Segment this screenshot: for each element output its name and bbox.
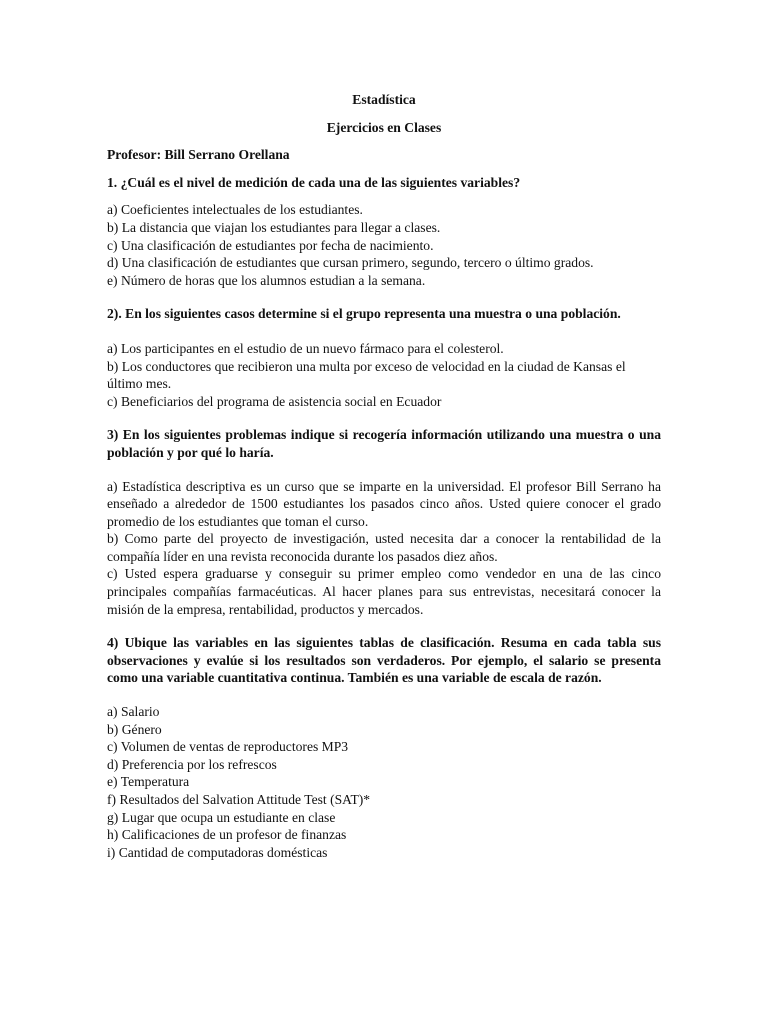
question-4-item-d: d) Preferencia por los refrescos [107,756,277,772]
question-1-items [107,201,661,289]
question-1-heading: 1. ¿Cuál es el nivel de medición de cada una de las siguientes variables? [107,174,521,190]
question-4-item-i: i) Cantidad de computadoras domésticas [107,844,328,860]
question-2-item-a: a) Los participantes en el estudio de un nuevo fármaco para el colesterol. [107,340,504,356]
question-2-items [107,340,661,410]
question-2-item-b: b) Los conductores que recibieron una multa por exceso de velocidad en la ciudad de Kansas el último mes. [107,358,626,392]
question-4-item-a: a) Salario [107,704,160,720]
question-4-item-f: f) Resultados del Salvation Attitude Test (SAT)* [107,792,371,807]
question-3-item-c: c) Usted espera graduarse y conseguir su primer empleo como vendedor en una de las cinco principales compañías farmacéuticas. Al hacer planes para sus entrevistas, necesitará conocer la misión de la empresa, rentabilidad, productos y mercados. [107,566,661,617]
question-4-item-c: c) Volumen de ventas de reproductores MP3 [107,739,349,755]
question-4-item-h: h) Calificaciones de un profesor de finanzas [107,827,347,843]
question-4-item-g: g) Lugar que ocupa un estudiante en clase [107,809,336,825]
document-subtitle: Ejercicios en Clases [326,119,442,135]
question-4-heading: 4) Ubique las variables en las siguientes tablas de clasificación. Resuma en cada tabla sus observaciones y evalúe si los resultados son verdaderos. Por ejemplo, el salario se presenta como una variable cuantitativa continua. También es una variable de escala de razón. [107,635,661,686]
question-2-item-c: c) Beneficiarios del programa de asistencia social en Ecuador [107,393,442,409]
document-page [107,91,661,861]
question-3-item-b: b) Como parte del proyecto de investigación, usted necesita dar a conocer la rentabilidad de la compañía líder en una revista reconocida durante los pasados diez años. [107,531,661,564]
question-3-item-a: a) Estadística descriptiva es un curso que se imparte en la universidad. El profesor Bill Serrano ha enseñado a alrededor de 1500 estudiantes los pasados cinco años. Usted quiere conocer el grado promedio de los estudiantes que toman el curso. [107,478,661,529]
question-1-item-e: e) Número de horas que los alumnos estudian a la semana. [107,272,426,288]
professor-line: Profesor: Bill Serrano Orellana [107,147,290,163]
question-3-heading: 3) En los siguientes problemas indique si recogería información utilizando una muestra o una población y por qué lo haría. [107,427,661,460]
question-2-heading: 2). En los siguientes casos determine si el grupo representa una muestra o una población. [107,306,621,322]
question-4-items [107,703,661,861]
question-4-item-e: e) Temperatura [107,774,190,790]
question-1-item-d: d) Una clasificación de estudiantes que cursan primero, segundo, tercero o último grados. [107,255,594,271]
document-title: Estadística [352,92,416,107]
question-1-item-b: b) La distancia que viajan los estudiantes para llegar a clases. [107,219,441,235]
question-4-item-b: b) Género [107,721,162,737]
question-1-item-c: c) Una clasificación de estudiantes por fecha de nacimiento. [107,237,434,253]
question-3-items [107,478,661,619]
question-1-item-a: a) Coeficientes intelectuales de los estudiantes. [107,202,363,218]
